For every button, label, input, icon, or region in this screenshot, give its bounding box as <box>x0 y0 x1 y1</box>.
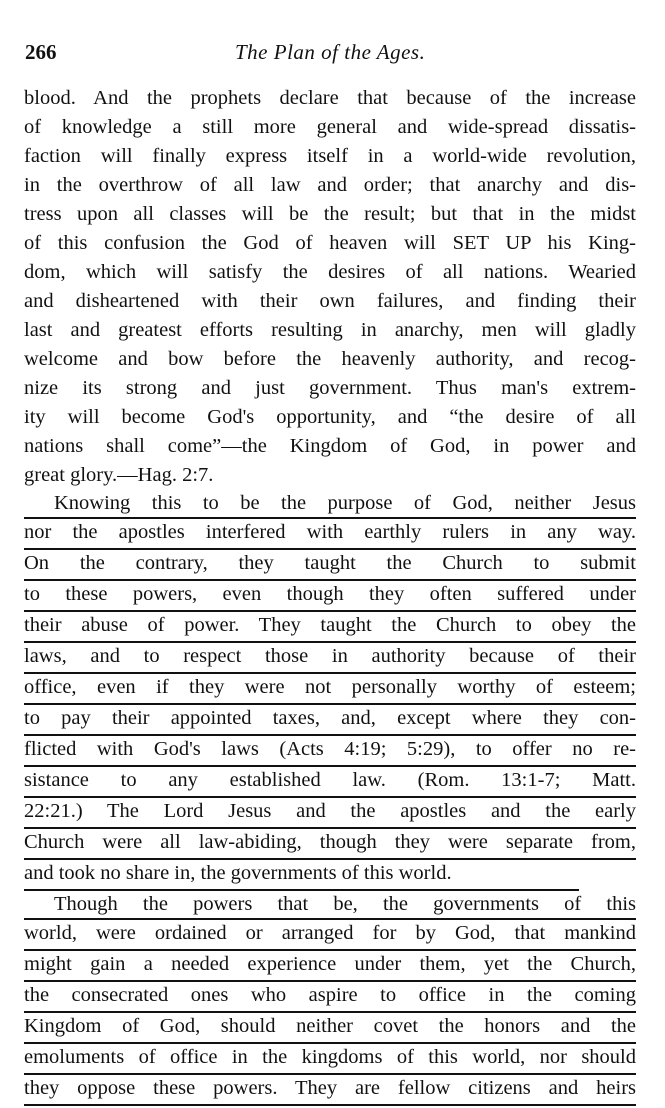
text-line: ity will become God's opportunity, and “the desire of all <box>24 406 636 428</box>
underlined-line: they oppose these powers. They are fellow citizens and heirs <box>24 1075 636 1106</box>
text-line: faction will finally express itself in a world-wide revolution, <box>24 145 636 167</box>
underlined-line: emoluments of office in the kingdoms of this world, nor should <box>24 1044 636 1075</box>
underlined-line: to pay their appointed taxes, and, except where they con- <box>24 705 636 736</box>
underlined-line: sistance to any established law. (Rom. 13:1-7; Matt. <box>24 767 636 798</box>
underlined-line: Kingdom of God, should neither covet the honors and the <box>24 1013 636 1044</box>
underlined-line: On the contrary, they taught the Church to submit <box>24 550 636 581</box>
underlined-line: nor the apostles interfered with earthly rulers in any way. <box>24 519 636 550</box>
page-header <box>25 40 635 70</box>
text-line: and disheartened with their own failures, and finding their <box>24 290 636 312</box>
text-line: of this confusion the God of heaven will SET UP his King- <box>24 232 636 254</box>
underlined-line: office, even if they were not personally worthy of esteem; <box>24 674 636 705</box>
text-line: blood. And the prophets declare that because of the increase <box>24 87 636 109</box>
underlined-line: to these powers, even though they often suffered under <box>24 581 636 612</box>
text-line: great glory.—Hag. 2:7. <box>24 464 214 486</box>
underlined-line: might gain a needed experience under them, yet the Church, <box>24 951 636 982</box>
running-title: The Plan of the Ages. <box>235 40 426 64</box>
text-line: of knowledge a still more general and wide-spread dissatis- <box>24 116 636 138</box>
underlined-line: 22:21.) The Lord Jesus and the apostles and the early <box>24 798 636 829</box>
text-line: dom, which will satisfy the desires of all nations. Wearied <box>24 261 636 283</box>
underlined-line: Knowing this to be the purpose of God, neither Jesus <box>24 490 636 519</box>
underlined-line: their abuse of power. They taught the Church to obey the <box>24 612 636 643</box>
underlined-line: the consecrated ones who aspire to office in the coming <box>24 982 636 1013</box>
text-line: tress upon all classes will be the result; but that in the midst <box>24 203 636 225</box>
text-line: welcome and bow before the heavenly authority, and recog- <box>24 348 636 370</box>
paragraph-1 <box>24 84 636 490</box>
body-text <box>24 84 636 1106</box>
underlined-line: flicted with God's laws (Acts 4:19; 5:29), to offer no re- <box>24 736 636 767</box>
text-line: nize its strong and just government. Thus man's extrem- <box>24 377 636 399</box>
underlined-line: and took no share in, the governments of this world. <box>24 860 579 891</box>
paragraph-3-underlined <box>24 891 636 1106</box>
underlined-line: world, were ordained or arranged for by God, that mankind <box>24 920 636 951</box>
text-line: in the overthrow of all law and order; that anarchy and dis- <box>24 174 636 196</box>
text-line: last and greatest efforts resulting in anarchy, men will gladly <box>24 319 636 341</box>
underlined-line: Church were all law-abiding, though they were separate from, <box>24 829 636 860</box>
paragraph-2-underlined <box>24 490 636 891</box>
underlined-line: laws, and to respect those in authority because of their <box>24 643 636 674</box>
underlined-line: Though the powers that be, the governments of this <box>24 891 636 920</box>
text-line: nations shall come”—the Kingdom of God, in power and <box>24 435 636 457</box>
page-number: 266 <box>25 40 57 64</box>
